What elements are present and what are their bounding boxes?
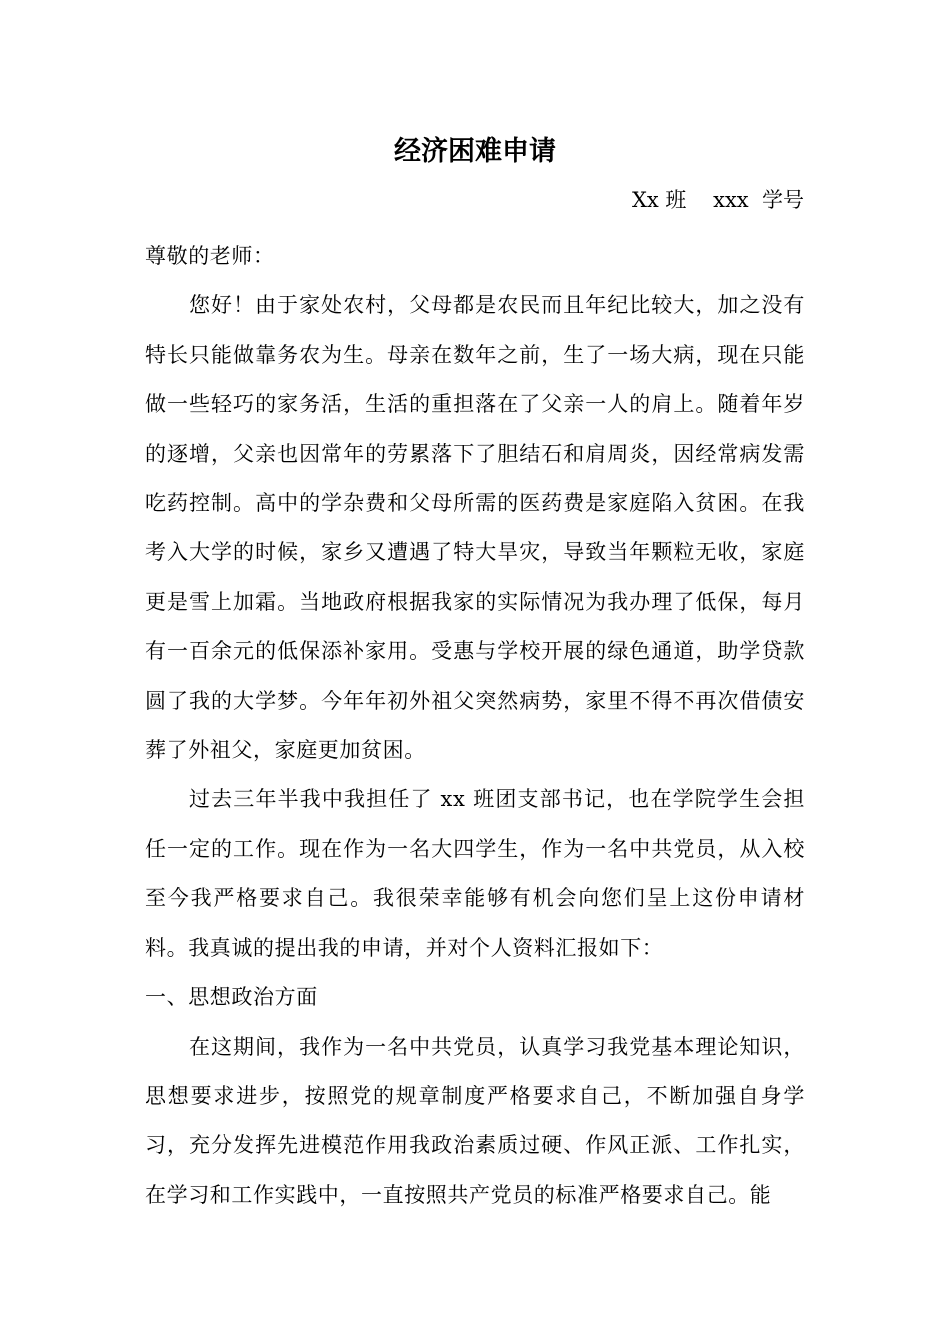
- paragraph-family-situation: 您好！由于家处农村，父母都是农民而且年纪比较大，加之没有特长只能做靠务农为生。母亲在数年之前，生了一场大病，现在只能做一些轻巧的家务活，生活的重担落在了父亲一人的肩上。随着年岁的逐增，父亲也因常年的劳累落下了胆结石和肩周炎，因经常病发需吃药控制。高中的学杂费和父母所需的医药费是家庭陷入贫困。在我考入大学的时候，家乡又遭遇了特大旱灾，导致当年颗粒无收，家庭更是雪上加霜。当地政府根据我家的实际情况为我办理了低保，每月有一百余元的低保添补家用。受惠与学校开展的绿色通道，助学贷款圆了我的大学梦。今年年初外祖父突然病势，家里不得不再次借债安葬了外祖父，家庭更加贫困。: [145, 293, 805, 763]
- section-heading-political: 一、思想政治方面: [145, 985, 318, 1010]
- class-and-student-id: Xx 班 xxx 学号: [631, 188, 804, 212]
- paragraph-student-roles: 过去三年半我中我担任了 xx 班团支部书记，也在学院学生会担任一定的工作。现在作为一名大四学生，作为一名中共党员，从入校至今我严格要求自己。我很荣幸能够有机会向您们呈上这份申请材料。我真诚的提出我的申请，并对个人资料汇报如下：: [145, 787, 805, 960]
- salutation: 尊敬的老师：: [145, 244, 275, 268]
- letter-body: [145, 232, 805, 1220]
- document-title: 经济困难申请: [394, 136, 556, 167]
- paragraph-political: 在这期间，我作为一名中共党员，认真学习我党基本理论知识，思想要求进步，按照党的规章制度严格要求自己，不断加强自身学习，充分发挥先进模范作用我政治素质过硬、作风正派、工作扎实，在学习和工作实践中，一直按照共产党员的标准严格要求自己。能: [145, 1034, 805, 1207]
